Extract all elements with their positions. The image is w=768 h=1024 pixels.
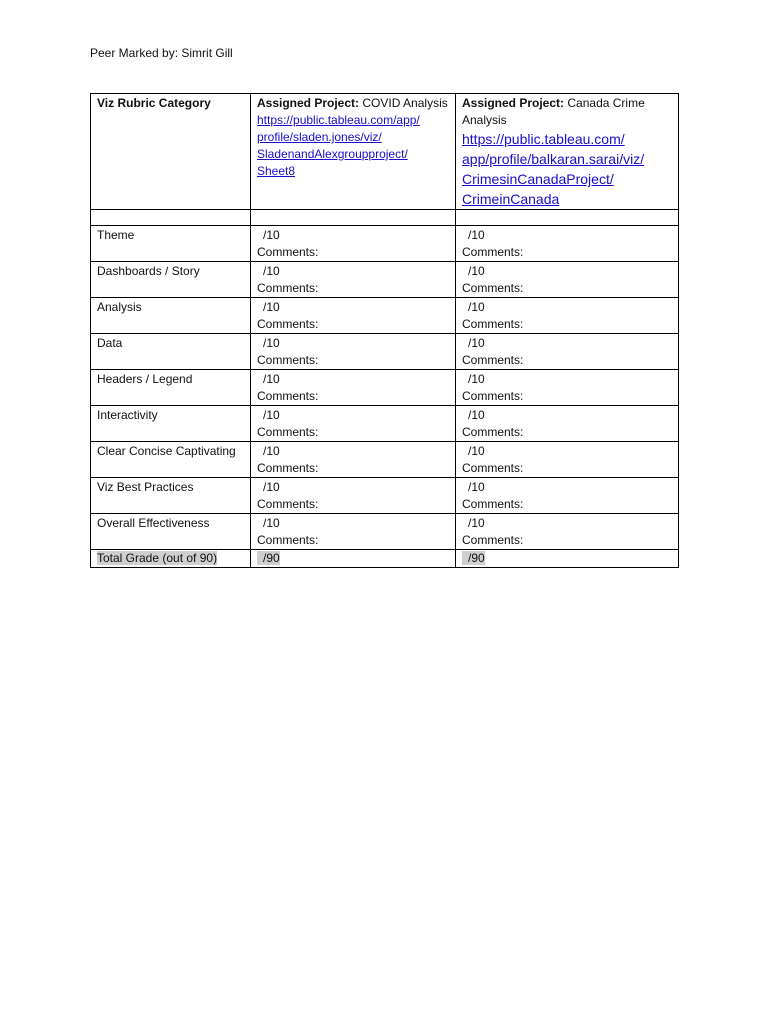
score-value: /10 — [468, 228, 485, 242]
project1-score-cell[interactable] — [251, 442, 456, 478]
comments-label: Comments: — [462, 281, 524, 295]
category-cell: Theme — [91, 226, 251, 262]
project1-score-cell[interactable] — [251, 406, 456, 442]
project2-score-cell[interactable] — [456, 514, 679, 550]
project1-score-cell[interactable] — [251, 226, 456, 262]
project1-score-cell[interactable] — [251, 370, 456, 406]
comments-label: Comments: — [462, 425, 524, 439]
category-cell: Viz Best Practices — [91, 478, 251, 514]
score-value: /10 — [263, 300, 280, 314]
project2-link[interactable]: https://public.tableau.com/ app/profile/balkaran.sarai/viz/ CrimesinCanadaProject/ CrimeinCanada — [462, 131, 645, 207]
comments-label: Comments: — [257, 317, 319, 331]
category-cell: Analysis — [91, 298, 251, 334]
comments-label: Comments: — [462, 353, 524, 367]
score-value: /10 — [468, 264, 485, 278]
project1-score-cell[interactable] — [251, 478, 456, 514]
blank-cell — [91, 210, 251, 226]
project1-score-cell[interactable] — [251, 514, 456, 550]
project1-cell — [251, 94, 456, 210]
project2-score-cell[interactable] — [456, 478, 679, 514]
score-value: /10 — [263, 444, 280, 458]
header-row — [91, 94, 679, 210]
rubric-row — [91, 370, 679, 406]
score-value: /10 — [468, 444, 485, 458]
project2-score-cell[interactable] — [456, 370, 679, 406]
comments-label: Comments: — [257, 497, 319, 511]
project2-score-cell[interactable] — [456, 262, 679, 298]
score-value: /10 — [468, 336, 485, 350]
project1-score-cell[interactable] — [251, 298, 456, 334]
score-value: /10 — [263, 264, 280, 278]
peer-marked-by: Peer Marked by: Simrit Gill — [90, 46, 233, 60]
category-heading-cell — [91, 94, 251, 210]
total-label-cell — [91, 550, 251, 568]
comments-label: Comments: — [462, 461, 524, 475]
total-row — [91, 550, 679, 568]
score-value: /10 — [468, 408, 485, 422]
blank-cell — [251, 210, 456, 226]
comments-label: Comments: — [257, 461, 319, 475]
score-value: /10 — [468, 516, 485, 530]
score-value: /10 — [263, 408, 280, 422]
comments-label: Comments: — [257, 425, 319, 439]
rubric-row — [91, 262, 679, 298]
project1-name: COVID Analysis — [362, 96, 448, 110]
project2-score-cell[interactable] — [456, 406, 679, 442]
comments-label: Comments: — [257, 245, 319, 259]
comments-label: Comments: — [257, 281, 319, 295]
project2-name-line1: Canada Crime — [567, 96, 645, 110]
score-value: /10 — [263, 516, 280, 530]
comments-label: Comments: — [462, 245, 524, 259]
comments-label: Comments: — [257, 389, 319, 403]
project2-score-cell[interactable] — [456, 442, 679, 478]
score-value: /10 — [468, 480, 485, 494]
total-score: /90 — [257, 551, 280, 565]
category-cell: Data — [91, 334, 251, 370]
project1-score-cell[interactable] — [251, 334, 456, 370]
category-cell: Headers / Legend — [91, 370, 251, 406]
rubric-row — [91, 226, 679, 262]
project1-total-cell[interactable] — [251, 550, 456, 568]
project1-label: Assigned Project: — [257, 96, 360, 110]
rubric-row — [91, 442, 679, 478]
project2-cell — [456, 94, 679, 210]
blank-cell — [456, 210, 679, 226]
score-value: /10 — [263, 372, 280, 386]
rubric-row — [91, 514, 679, 550]
category-cell: Clear Concise Captivating — [91, 442, 251, 478]
rubric-row — [91, 334, 679, 370]
project1-link[interactable]: https://public.tableau.com/app/ profile/sladen.jones/viz/ SladenandAlexgroupproject/ Sheet8 — [257, 113, 420, 178]
comments-label: Comments: — [257, 353, 319, 367]
project2-score-cell[interactable] — [456, 298, 679, 334]
score-value: /10 — [263, 336, 280, 350]
rubric-row — [91, 406, 679, 442]
project2-label: Assigned Project: — [462, 96, 565, 110]
comments-label: Comments: — [257, 533, 319, 547]
comments-label: Comments: — [462, 317, 524, 331]
project2-total-cell[interactable] — [456, 550, 679, 568]
score-value: /10 — [468, 300, 485, 314]
score-value: /10 — [263, 228, 280, 242]
total-score: /90 — [462, 551, 485, 565]
comments-label: Comments: — [462, 497, 524, 511]
comments-label: Comments: — [462, 533, 524, 547]
comments-label: Comments: — [462, 389, 524, 403]
rubric-row — [91, 478, 679, 514]
project2-name-line2: Analysis — [462, 113, 507, 127]
category-cell: Dashboards / Story — [91, 262, 251, 298]
total-label: Total Grade (out of 90) — [97, 551, 218, 565]
rubric-row — [91, 298, 679, 334]
rubric-table — [90, 93, 679, 568]
category-cell: Interactivity — [91, 406, 251, 442]
project2-score-cell[interactable] — [456, 226, 679, 262]
category-cell: Overall Effectiveness — [91, 514, 251, 550]
category-heading: Viz Rubric Category — [97, 96, 211, 110]
blank-row — [91, 210, 679, 226]
score-value: /10 — [468, 372, 485, 386]
project2-score-cell[interactable] — [456, 334, 679, 370]
score-value: /10 — [263, 480, 280, 494]
project1-score-cell[interactable] — [251, 262, 456, 298]
